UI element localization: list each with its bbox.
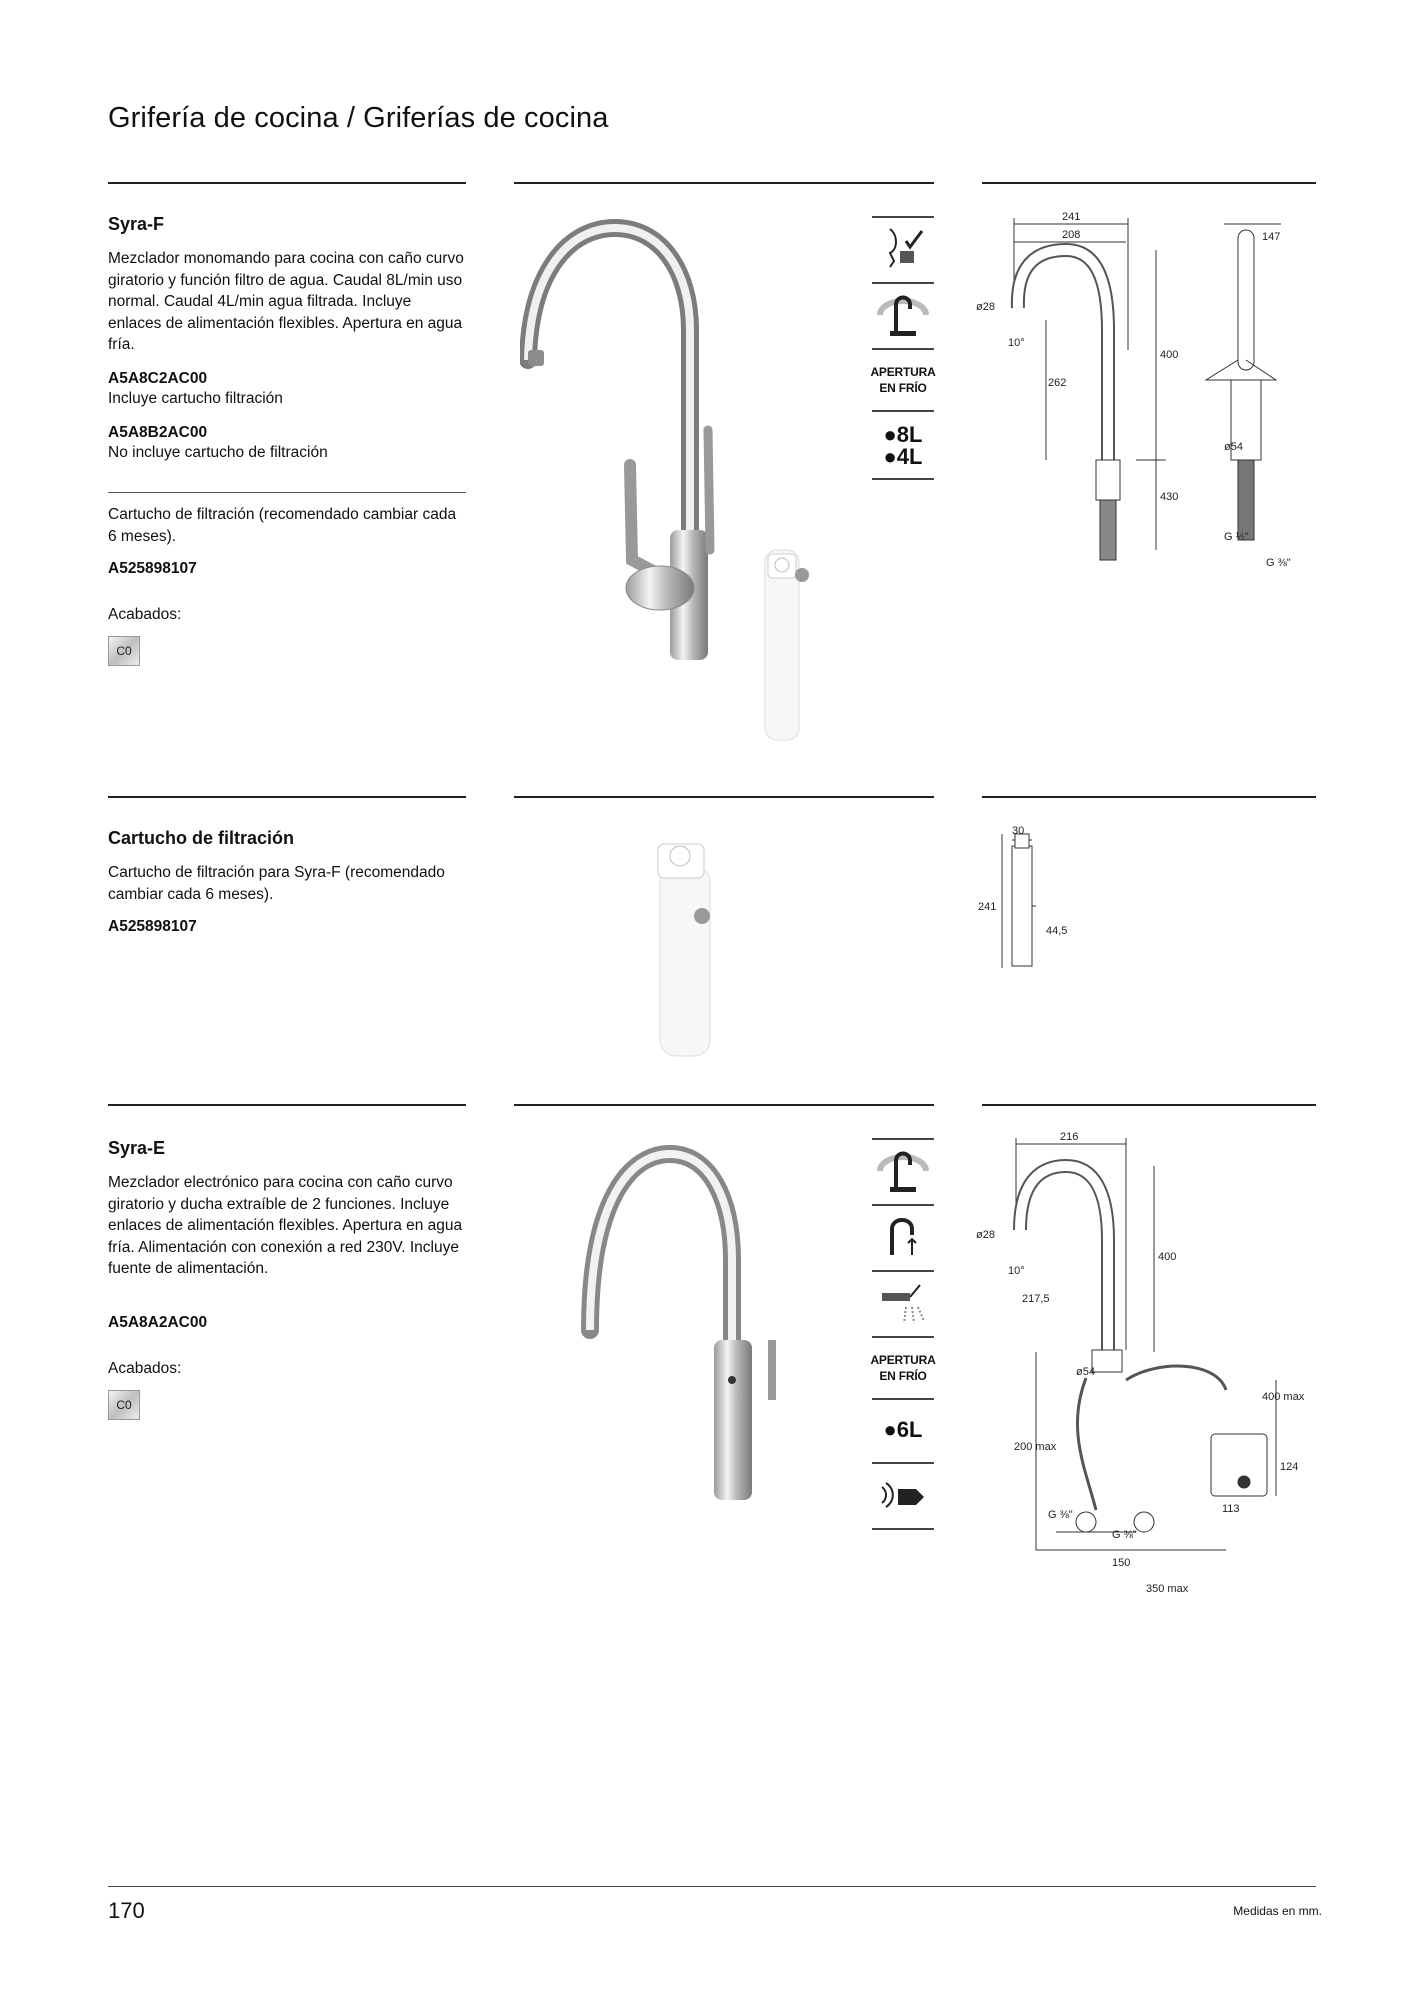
badge-line: APERTURA bbox=[870, 365, 936, 379]
product-code-note: Incluye cartucho filtración bbox=[108, 390, 283, 407]
badge-line: APERTURA bbox=[870, 1353, 936, 1367]
product-name: Cartucho de filtración bbox=[108, 828, 295, 848]
drop-icon: ● bbox=[883, 1417, 897, 1442]
finishes-label: Acabados: bbox=[108, 606, 182, 623]
dim-label: ø54 bbox=[1076, 1366, 1095, 1378]
dim-label: ø28 bbox=[976, 1229, 995, 1241]
section-divider bbox=[108, 796, 466, 798]
flow-rate-badge bbox=[872, 420, 934, 472]
spray-functions-icon bbox=[872, 1274, 934, 1332]
finishes-label: Acabados: bbox=[108, 1360, 182, 1377]
icon-strip-rule bbox=[872, 282, 934, 284]
cold-opening-badge bbox=[872, 360, 934, 400]
product-description: Cartucho de filtración para Syra-F (recomendado cambiar cada 6 meses). bbox=[108, 864, 445, 903]
flow-value: 6L bbox=[896, 1417, 923, 1442]
icon-strip-rule bbox=[872, 478, 934, 480]
dim-label: 241 bbox=[978, 901, 997, 913]
units-note: Medidas en mm. bbox=[1233, 1904, 1322, 1918]
section-divider bbox=[982, 1104, 1316, 1106]
dim-label: G ⅜" bbox=[1266, 557, 1291, 569]
flow-value: 4L bbox=[896, 444, 923, 469]
badge-line: EN FRÍO bbox=[879, 381, 927, 395]
dim-label: 216 bbox=[1060, 1131, 1079, 1143]
dim-label: 430 bbox=[1160, 491, 1179, 503]
dim-label: G ⅜" bbox=[1112, 1529, 1137, 1541]
swivel-spout-icon bbox=[872, 286, 934, 344]
dim-label: ø28 bbox=[976, 301, 995, 313]
technical-drawing bbox=[976, 826, 1096, 976]
icon-strip-rule bbox=[872, 1270, 934, 1272]
filter-water-icon bbox=[872, 220, 934, 278]
icon-strip-rule bbox=[872, 348, 934, 350]
dim-label: 400 bbox=[1158, 1251, 1177, 1263]
dim-label: 150 bbox=[1112, 1557, 1131, 1569]
product-code-note: No incluye cartucho de filtración bbox=[108, 444, 328, 461]
section-divider bbox=[982, 796, 1316, 798]
section-divider bbox=[514, 796, 934, 798]
icon-strip-rule bbox=[872, 1336, 934, 1338]
dim-label: 200 max bbox=[1014, 1441, 1057, 1453]
dim-label: 217,5 bbox=[1022, 1293, 1050, 1305]
product-code: A525898107 bbox=[108, 918, 197, 935]
dim-label: G ⅜" bbox=[1048, 1509, 1073, 1521]
technical-drawing bbox=[976, 210, 1316, 580]
icon-strip-rule bbox=[872, 1204, 934, 1206]
dim-label: ø54 bbox=[1224, 441, 1243, 453]
dim-label: 241 bbox=[1062, 211, 1081, 223]
dim-label: 113 bbox=[1222, 1503, 1240, 1515]
footer-divider bbox=[108, 1886, 1316, 1887]
dim-label: 400 bbox=[1160, 349, 1179, 361]
technical-drawing bbox=[976, 1130, 1316, 1600]
section-divider bbox=[514, 1104, 934, 1106]
page-number: 170 bbox=[108, 1898, 145, 1923]
drop-icon: ● bbox=[883, 444, 897, 469]
product-code: A5A8C2AC00 bbox=[108, 370, 208, 387]
icon-strip-rule bbox=[872, 216, 934, 218]
pull-out-shower-icon bbox=[872, 1208, 934, 1266]
product-description: Mezclador electrónico para cocina con caño curvo giratorio y ducha extraíble de 2 funciones. Incluye enlaces de alimentación flexibles. Apertura en agua fría. Alimentación con conexión a red 230V. Incluye fuente de alimentación. bbox=[108, 1174, 463, 1277]
section-divider bbox=[982, 182, 1316, 184]
faucet-photo bbox=[520, 210, 840, 750]
product-name: Syra-E bbox=[108, 1138, 166, 1158]
sub-divider bbox=[108, 492, 466, 493]
dim-label: 208 bbox=[1062, 229, 1081, 241]
sensor-hand-icon bbox=[872, 1466, 934, 1524]
page-title: Grifería de cocina / Griferías de cocina bbox=[108, 102, 609, 134]
section-divider bbox=[108, 1104, 466, 1106]
badge-line: EN FRÍO bbox=[879, 1369, 927, 1383]
dim-label: 262 bbox=[1048, 377, 1067, 389]
icon-strip-rule bbox=[872, 1398, 934, 1400]
cartridge-code: A525898107 bbox=[108, 560, 197, 577]
finish-chip: C0 bbox=[108, 636, 140, 666]
faucet-photo bbox=[560, 1140, 800, 1500]
cartridge-photo bbox=[640, 836, 740, 1066]
dim-label: 350 max bbox=[1146, 1583, 1189, 1595]
drop-icon: ● bbox=[883, 422, 897, 447]
dim-label: 10° bbox=[1008, 337, 1025, 349]
dim-label: 44,5 bbox=[1046, 925, 1068, 937]
icon-strip-rule bbox=[872, 1528, 934, 1530]
section-divider bbox=[514, 182, 934, 184]
icon-strip-rule bbox=[872, 1138, 934, 1140]
swivel-spout-icon bbox=[872, 1142, 934, 1200]
dim-label: 10° bbox=[1008, 1265, 1025, 1277]
dim-label: 30 bbox=[1012, 826, 1025, 837]
section-divider bbox=[108, 182, 466, 184]
product-description: Mezclador monomando para cocina con caño curvo giratorio y función filtro de agua. Caudal 8L/min uso normal. Caudal 4L/min agua filtrada. Incluye enlaces de alimentación flexibles. Apertura en agua fría. bbox=[108, 250, 464, 353]
flow-rate-badge bbox=[872, 1406, 934, 1454]
flow-value: 8L bbox=[896, 422, 923, 447]
dim-label: 400 max bbox=[1262, 1391, 1305, 1403]
dim-label: 124 bbox=[1280, 1461, 1299, 1473]
cartridge-note: Cartucho de filtración (recomendado cambiar cada 6 meses). bbox=[108, 506, 457, 545]
finish-chip: C0 bbox=[108, 1390, 140, 1420]
dim-label: G ½" bbox=[1224, 531, 1249, 543]
product-name: Syra-F bbox=[108, 214, 165, 234]
product-code: A5A8A2AC00 bbox=[108, 1314, 208, 1331]
icon-strip-rule bbox=[872, 410, 934, 412]
product-code: A5A8B2AC00 bbox=[108, 424, 208, 441]
icon-strip-rule bbox=[872, 1462, 934, 1464]
dim-label: 147 bbox=[1262, 231, 1281, 243]
cold-opening-badge bbox=[872, 1348, 934, 1388]
